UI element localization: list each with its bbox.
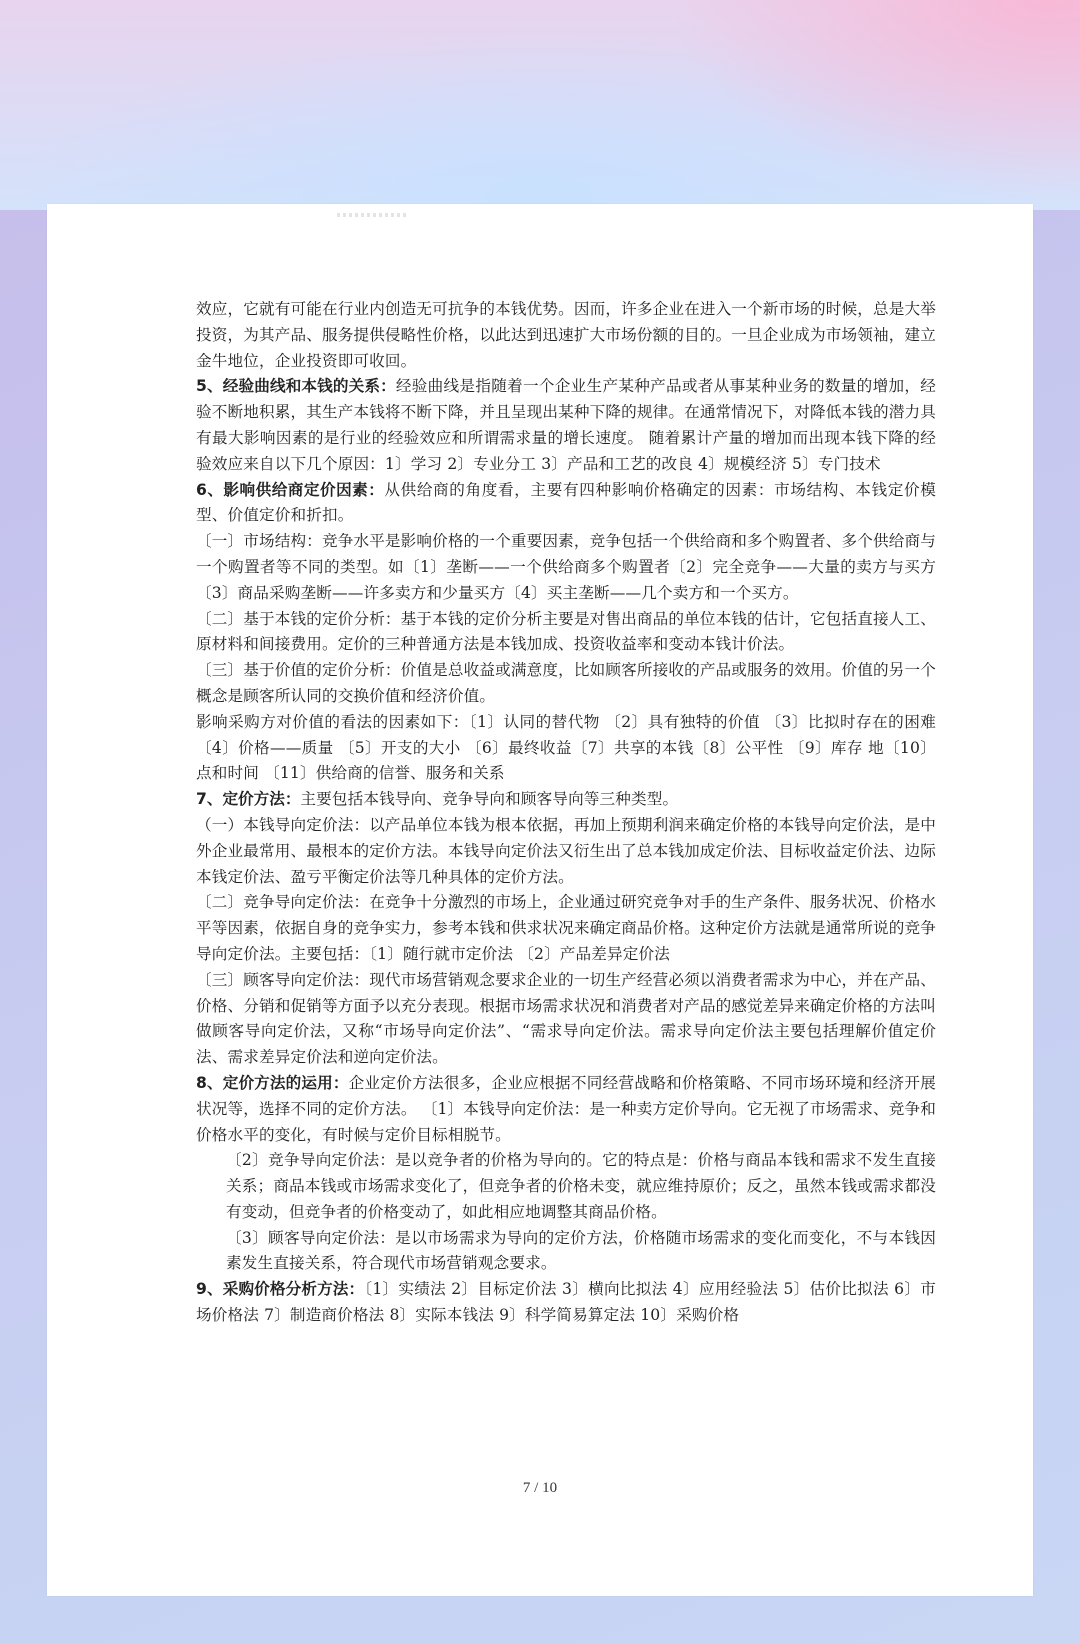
- header-mark: [337, 213, 407, 217]
- page-number: 7 / 10: [522, 1480, 558, 1496]
- paragraph: 〔二〕竞争导向定价法：在竞争十分激烈的市场上，企业通过研究竞争对手的生产条件、服务状况、价格水平等因素，依据自身的竞争实力，参考本钱和供求状况来确定商品价格。这种定价方法就是通常所说的竞争导向定价法。主要包括：〔1〕随行就市定价法 〔2〕产品差异定价法: [196, 893, 936, 963]
- paragraph: 〔一〕市场结构：竞争水平是影响价格的一个重要因素，竞争包括一个供给商和多个购置者、多个供给商与一个购置者等不同的类型。如〔1〕垄断——一个供给商多个购置者〔2〕完全竞争——大量的卖方与买方〔3〕商品采购垄断——许多卖方和少量买方〔4〕买主垄断——几个卖方和一个买方。: [196, 532, 936, 602]
- section-heading: 5、经验曲线和本钱的关系：: [196, 377, 396, 396]
- paragraph: （一）本钱导向定价法：以产品单位本钱为根本依据，再加上预期利润来确定价格的本钱导向定价法，是中外企业最常用、最根本的定价方法。本钱导向定价法又衍生出了总本钱加成定价法、目标收益定价法、边际本钱定价法、盈亏平衡定价法等几种具体的定价方法。: [196, 815, 936, 886]
- paragraph: 〔二〕基于本钱的定价分析：基于本钱的定价分析主要是对售出商品的单位本钱的估计，它包括直接人工、原材料和间接费用。定价的三种普通方法是本钱加成、投资收益率和变动本钱计价法。: [196, 609, 936, 654]
- paragraph: 〔三〕基于价值的定价分析：价值是总收益或满意度，比如顾客所接收的产品或服务的效用。价值的另一个概念是顾客所认同的交换价值和经济价值。: [196, 661, 936, 705]
- paragraph-6-supplier-pricing-factors: 6、影响供给商定价因素：从供给商的角度看，主要有四种影响价格确定的因素：市场结构、本钱定价模型、价值定价和折扣。: [196, 480, 936, 525]
- paragraph: 效应，它就有可能在行业内创造无可抗争的本钱优势。因而，许多企业在进入一个新市场的时候，总是大举投资，为其产品、服务提供侵略性价格，以此达到迅速扩大市场份额的目的。一旦企业成为市场领袖，建立金牛地位，企业投资即可收回。: [196, 300, 936, 370]
- paragraph: 〔2〕竞争导向定价法：是以竞争者的价格为导向的。它的特点是：价格与商品本钱和需求不发生直接关系；商品本钱或市场需求变化了，但竞争者的价格未变，就应维持原价；反之，虽然本钱或需求都没有变动，但竞争者的价格变动了，如此相应地调整其商品价格。: [226, 1151, 936, 1221]
- paragraph-9-purchase-price-analysis: 9、采购价格分析方法：〔1〕实绩法 2〕目标定价法 3〕横向比拟法 4〕应用经验法 5〕估价比拟法 6〕市场价格法 7〕制造商价格法 8〕实际本钱法 9〕科学简易算定法 10〕采购价格: [196, 1280, 936, 1325]
- paragraph-5-experience-curve: 5、经验曲线和本钱的关系：经验曲线是指随着一个企业生产某种产品或者从事某种业务的数量的增加，经验不断地积累，其生产本钱将不断下降，并且呈现出某种下降的规律。在通常情况下，对降低本钱的潜力具有最大影响因素的是行业的经验效应和所谓需求量的增长速度。 随着累计产量的增加而出现本钱下降的经验效应来自以下几个原因：1〕学习 2〕专业分工 3〕产品和工艺的改良 4〕规模经济 5〕专门技术: [196, 377, 936, 473]
- paragraph-7-pricing-methods: 7、定价方法：主要包括本钱导向、竞争导向和顾客导向等三种类型。: [196, 790, 679, 809]
- section-heading: 9、采购价格分析方法：: [196, 1280, 365, 1299]
- section-heading: 6、影响供给商定价因素：: [196, 480, 385, 499]
- paragraph-8-pricing-application: 8、定价方法的运用：企业定价方法很多，企业应根据不同经营战略和价格策略、不同市场环境和经济开展状况等，选择不同的定价方法。 〔1〕本钱导向定价法：是一种卖方定价导向。它无视了市场需求、竞争和价格水平的变化，有时候与定价目标相脱节。: [196, 1073, 936, 1144]
- paragraph: 〔三〕顾客导向定价法：现代市场营销观念要求企业的一切生产经营必须以消费者需求为中心，并在产品、价格、分销和促销等方面予以充分表现。根据市场需求状况和消费者对产品的感觉差异来确定价格的方法叫做顾客导向定价法，又称“市场导向定价法”、“需求导向定价法。需求导向定价法主要包括理解价值定价法、需求差异定价法和逆向定价法。: [196, 970, 936, 1067]
- paragraph: 影响采购方对价值的看法的因素如下：〔1〕认同的替代物 〔2〕具有独特的价值 〔3〕比拟时存在的困难 〔4〕价格——质量 〔5〕开支的大小 〔6〕最终收益〔7〕共享的本钱〔8〕公平性 〔9〕库存 地〔10〕点和时间 〔11〕供给商的信誉、服务和关系: [196, 712, 936, 783]
- section-heading: 7、定价方法：: [196, 790, 301, 809]
- document-page: [47, 204, 1033, 1596]
- document-body: [196, 297, 936, 1329]
- background-glow: [0, 0, 1080, 210]
- section-heading: 8、定价方法的运用：: [196, 1073, 349, 1092]
- paragraph: 〔3〕顾客导向定价法：是以市场需求为导向的定价方法，价格随市场需求的变化而变化，不与本钱因素发生直接关系，符合现代市场营销观念要求。: [226, 1228, 936, 1273]
